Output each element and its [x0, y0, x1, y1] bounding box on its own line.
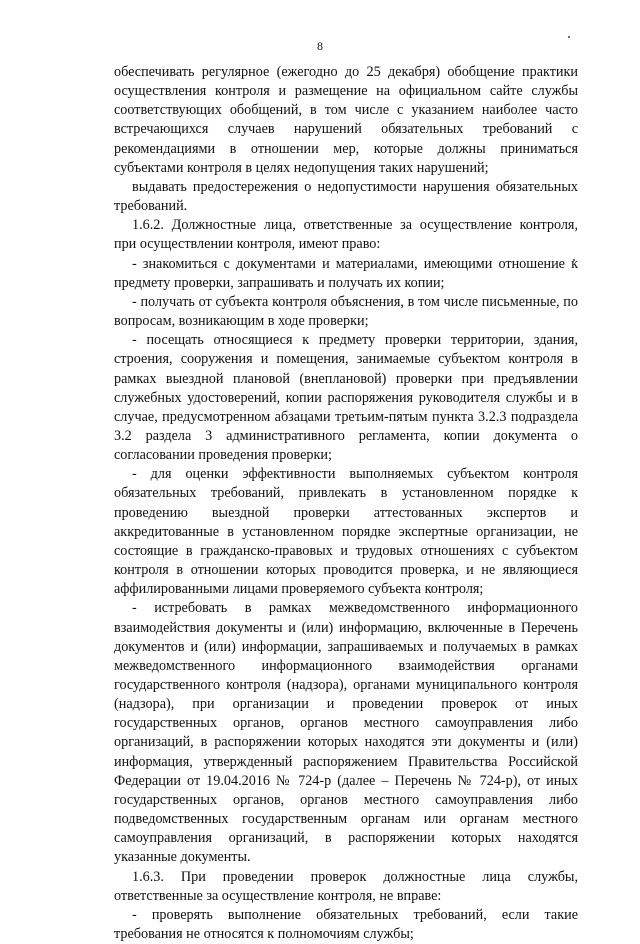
paragraph-poluchat-obyasneniya: - получать от субъекта контроля объяснения, в том числе письменные, по вопросам, возникающим в ходе проверки; — [114, 293, 578, 330]
scan-speck — [568, 36, 570, 38]
paragraph-privlekat-ekspertov: - для оценки эффективности выполняемых субъектом контроля обязательных требований, привлекать в установленном порядке к проведению выездной проверки аттестованных экспертов и аккредитованные в установленном порядке экспертные организации, не состоящие в гражданско-правовых и трудовых отношениях с субъектом контроля в отношении которых проводится проверка, и не являющиеся аффилированными лицами проверяемого субъекта контроля; — [114, 466, 578, 598]
paragraph-znakomitsya: - знакомиться с документами и материалами, имеющими отношение к предмету проверки, запрашивать и получать их копии; — [114, 255, 578, 291]
paragraph-predosterezheniya: выдавать предостережения о недопустимости нарушения обязательных требований. — [114, 178, 578, 215]
paragraph-1-6-3: 1.6.3. При проведении проверок должностные лица службы, ответственные за осуществление контроля, не вправе: — [114, 868, 578, 904]
paragraph-obobshchenie: обеспечивать регулярное (ежегодно до 25 декабря) обобщение практики осуществления контроля и размещение на официальном сайте службы соответствующих обобщений, в том числе с указанием наиболее часто встречающихся случаев нарушений обязательных требований с рекомендациями в отношении мер, которые должны приниматься субъектами контроля в целях недопущения таких нарушений; — [114, 64, 578, 176]
paragraph-proveryat-vypolnenie: - проверять выполнение обязательных требований, если такие требования не относятся к полномочиям службы; — [114, 906, 578, 943]
document-body — [114, 63, 578, 944]
paragraph-istrebovat: - истребовать в рамках межведомственного информационного взаимодействия документы и (или) информацию, включенные в Перечень документов и (или) информации, запрашиваемых и получаемых в рамках межведомственного информационного взаимодействия органами государственного контроля (надзора), органами муниципального контроля (надзора), при организации и проведении проверок от иных государственных органов, органов местного самоуправления либо организаций, в распоряжении которых находятся эти документы и (или) информация, утвержденный распоряжением Правительства Российской Федерации от 19.04.2016 № 724-р (далее – Перечень № 724-р), от иных государственных органов, органов местного самоуправления либо подведомственных государственным органам или органам местного самоуправления организаций, в распоряжении которых находятся указанные документы. — [114, 600, 578, 866]
paragraph-poseshchat: - посещать относящиеся к предмету проверки территории, здания, строения, сооружения и помещения, занимаемые субъектом контроля в рамках выездной плановой (внеплановой) проверки при предъявлении служебных удостоверений, копии распоряжения руководителя службы и в случае, предусмотренном абзацами третьим-пятым пункта 3.2.3 подраздела 3.2 раздела 3 административного регламента, копии документа о согласовании проведения проверки; — [114, 332, 578, 464]
page-number: 8 — [317, 39, 323, 53]
paragraph-1-6-2: 1.6.2. Должностные лица, ответственные за осуществление контроля, при осуществлении контроля, имеют право: — [114, 217, 578, 253]
